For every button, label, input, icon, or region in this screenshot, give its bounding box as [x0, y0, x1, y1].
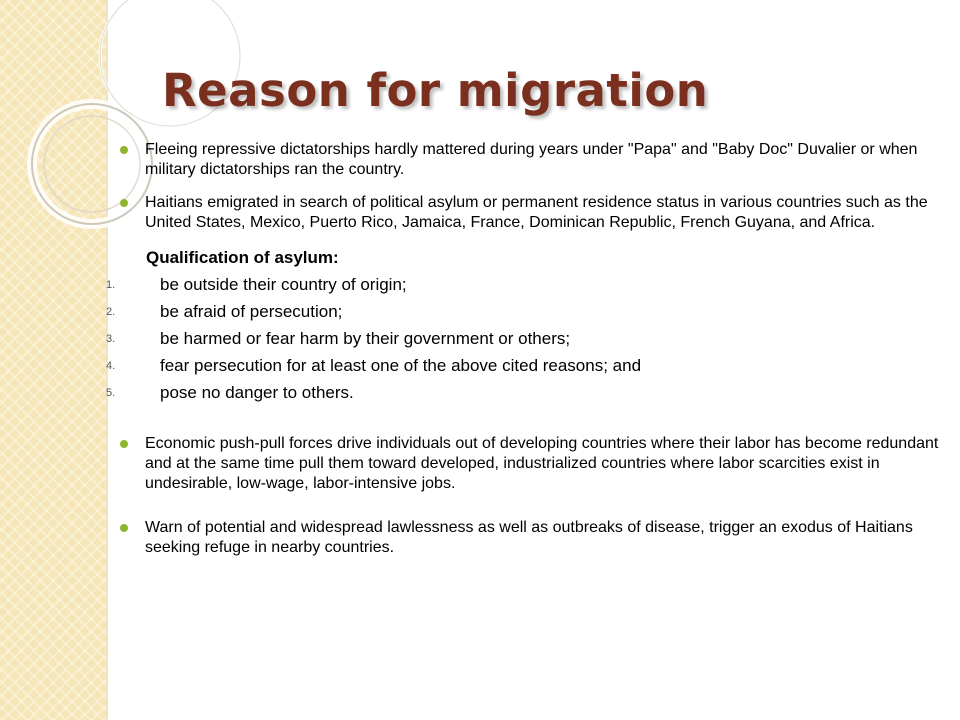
bullet-item — [100, 140, 955, 180]
bullet-item — [100, 193, 955, 233]
list-item — [100, 352, 960, 379]
list-number: 4. — [106, 360, 116, 372]
bullet-item — [100, 434, 955, 494]
qualification-heading: Qualification of asylum: — [146, 248, 339, 267]
list-item — [100, 298, 960, 325]
list-number: 1. — [106, 279, 116, 291]
list-number: 5. — [106, 387, 116, 399]
bullet-text: Economic push-pull forces drive individuals out of developing countries where their labor has become redundant and at the same time pull them toward developed, industrialized countries where labor scarcities exist in undesirable, low-wage, labor-intensive jobs. — [145, 435, 939, 492]
bullet-icon — [120, 440, 128, 448]
list-item — [100, 271, 960, 298]
list-item-text: be afraid of persecution; — [160, 302, 343, 321]
slide-title: Reason for migration — [162, 64, 709, 117]
list-item-text: be outside their country of origin; — [160, 275, 407, 294]
bullet-text: Fleeing repressive dictatorships hardly mattered during years under "Papa" and "Baby Doc" Duvalier or when military dictatorships ran the country. — [145, 141, 918, 178]
list-item — [100, 325, 960, 352]
list-number: 3. — [106, 333, 116, 345]
list-item-text: be harmed or fear harm by their government or others; — [160, 329, 571, 348]
list-item-text: pose no danger to others. — [160, 383, 354, 402]
bullet-icon — [120, 146, 128, 154]
list-number: 2. — [106, 306, 116, 318]
bullet-item — [100, 518, 955, 558]
slide-content — [100, 140, 960, 558]
bullet-icon — [120, 524, 128, 532]
bullet-icon — [120, 199, 128, 207]
list-item-text: fear persecution for at least one of the above cited reasons; and — [160, 356, 642, 375]
qualification-list — [100, 271, 960, 406]
list-item — [100, 379, 960, 406]
bullet-text: Warn of potential and widespread lawlessness as well as outbreaks of disease, trigger an exodus of Haitians seeking refuge in nearby countries. — [145, 519, 913, 556]
bullet-text: Haitians emigrated in search of political asylum or permanent residence status in various countries such as the United States, Mexico, Puerto Rico, Jamaica, France, Dominican Republic, French Guyana, and Africa. — [145, 194, 928, 231]
